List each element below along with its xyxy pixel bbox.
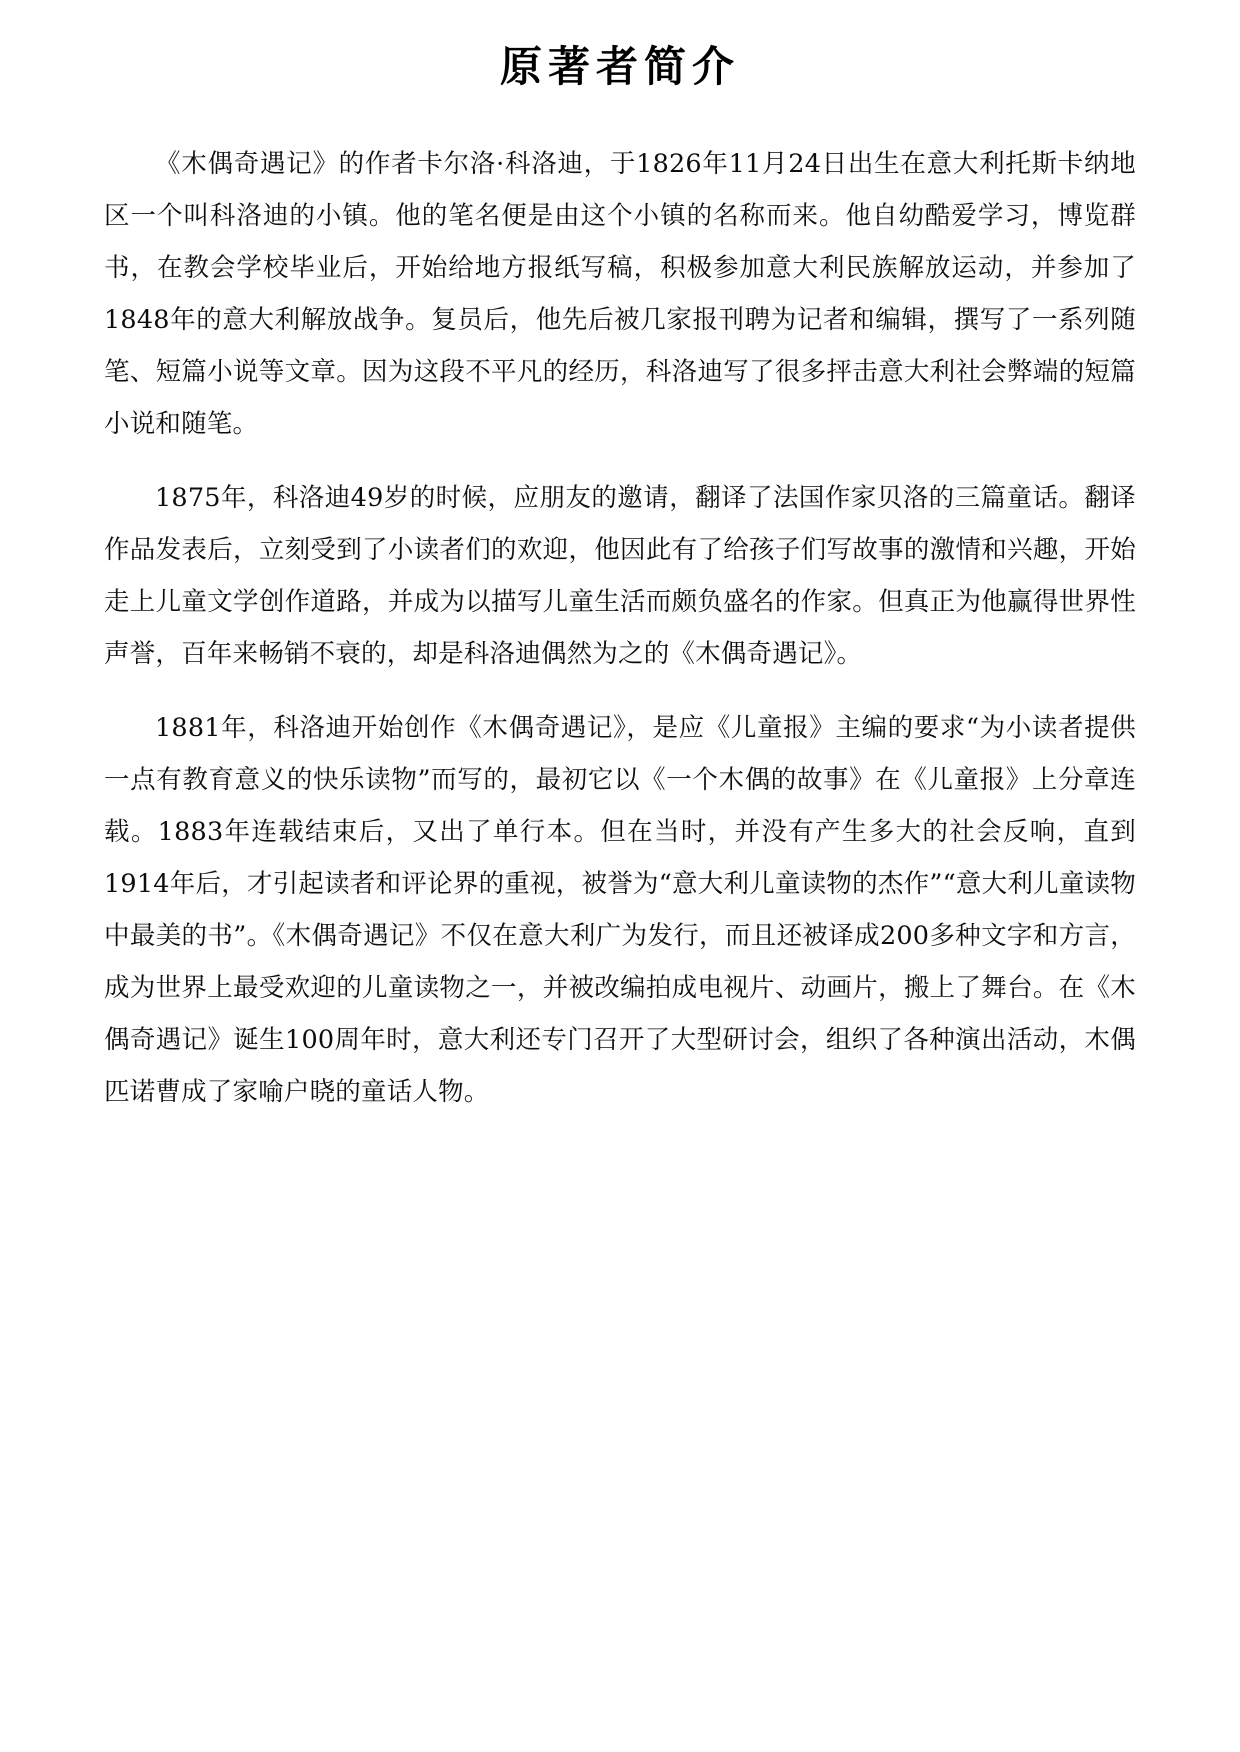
body-paragraph: 1875年，科洛迪49岁的时候，应朋友的邀请，翻译了法国作家贝洛的三篇童话。翻译作品发表后，立刻受到了小读者们的欢迎，他因此有了给孩子们写故事的激情和兴趣，开始走上儿童文学创作道路，并成为以描写儿童生活而颇负盛名的作家。但真正为他赢得世界性声誉，百年来畅销不衰的，却是科洛迪偶然为之的《木偶奇遇记》。	[104, 483, 1136, 669]
body-paragraph: 《木偶奇遇记》的作者卡尔洛·科洛迪，于1826年11月24日出生在意大利托斯卡纳地区一个叫科洛迪的小镇。他的笔名便是由这个小镇的名称而来。他自幼酷爱学习，博览群书，在教会学校毕业后，开始给地方报纸写稿，积极参加意大利民族解放运动，并参加了1848年的意大利解放战争。复员后，他先后被几家报刊聘为记者和编辑，撰写了一系列随笔、短篇小说等文章。因为这段不平凡的经历，科洛迪写了很多抨击意大利社会弊端的短篇小说和随笔。	[104, 149, 1136, 439]
body-paragraph: 1881年，科洛迪开始创作《木偶奇遇记》，是应《儿童报》主编的要求“为小读者提供一点有教育意义的快乐读物”而写的，最初它以《一个木偶的故事》在《儿童报》上分章连载。1883年连载结束后，又出了单行本。但在当时，并没有产生多大的社会反响，直到1914年后，才引起读者和评论界的重视，被誉为“意大利儿童读物的杰作”“意大利儿童读物中最美的书”。《木偶奇遇记》不仅在意大利广为发行，而且还被译成200多种文字和方言，成为世界上最受欢迎的儿童读物之一，并被改编拍成电视片、动画片，搬上了舞台。在《木偶奇遇记》诞生100周年时，意大利还专门召开了大型研讨会，组织了各种演出活动，木偶匹诺曹成了家喻户晓的童话人物。	[104, 713, 1136, 1107]
page-title: 原著者简介	[499, 42, 740, 91]
